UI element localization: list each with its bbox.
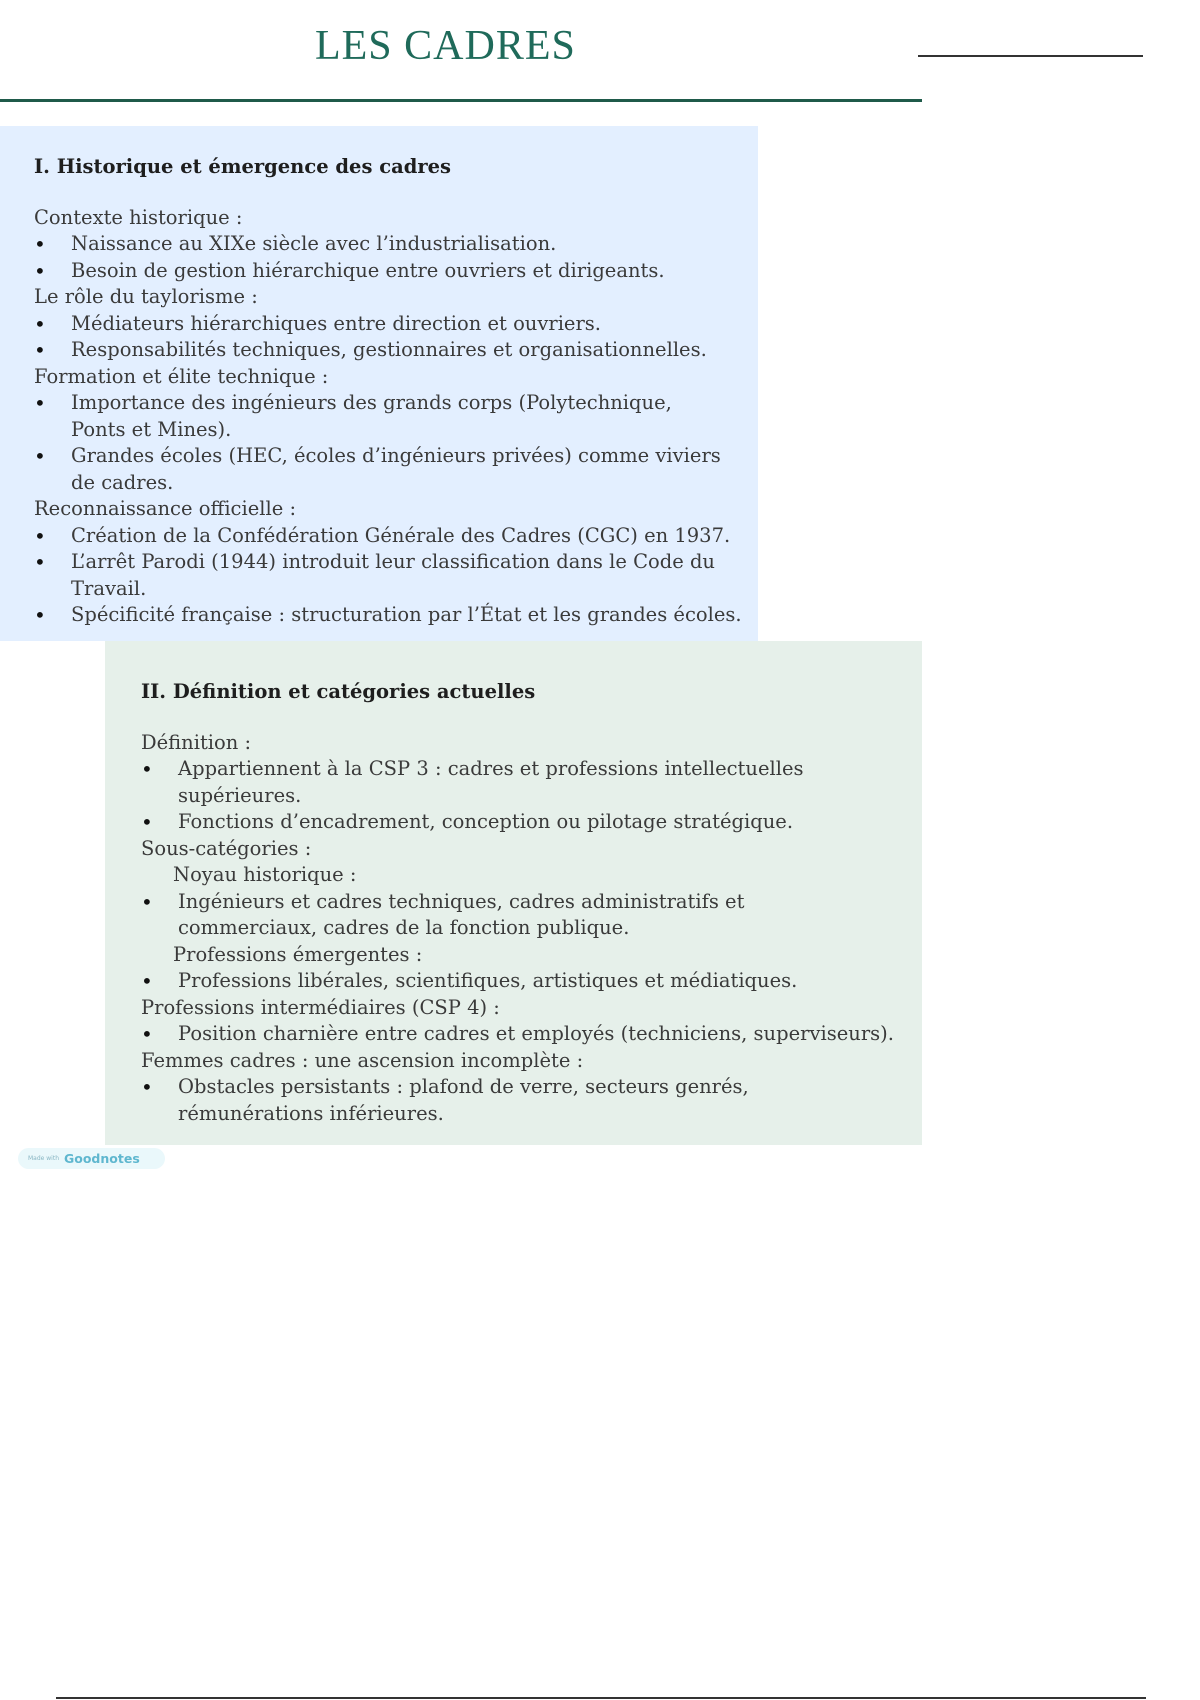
block-label: Contexte historique : (34, 205, 243, 229)
bullet-list (141, 889, 841, 942)
block-label: Définition : (141, 730, 252, 754)
list-item: • L’arrêt Parodi (1944) introduit leur classification dans le Code du Travail. (34, 549, 758, 602)
list-item: • Obstacles persistants : plafond de verre, secteurs genrés, rémunérations inférieures. (141, 1074, 841, 1127)
list-item: • Naissance au XIXe siècle avec l’industrialisation. (34, 231, 758, 258)
section-definition (105, 641, 922, 1145)
block-label: Le rôle du taylorisme : (34, 285, 258, 308)
section-historique (0, 126, 758, 641)
list-item: • Spécificité française : structuration par l’État et les grandes écoles. (34, 602, 758, 629)
list-item: • Appartiennent à la CSP 3 : cadres et professions intellectuelles supérieures. (141, 756, 922, 809)
block-label: Professions intermédiaires (CSP 4) : (141, 995, 500, 1019)
goodnotes-badge[interactable] (18, 1148, 165, 1169)
bullet-list (141, 1021, 922, 1048)
sub-label: Professions émergentes : (173, 942, 423, 966)
list-item: • Position charnière entre cadres et employés (techniciens, superviseurs). (141, 1021, 922, 1048)
bullet-list (34, 311, 758, 364)
bullet-list (34, 390, 724, 496)
list-item: • Importance des ingénieurs des grands corps (Polytechnique, Ponts et Mines). (34, 390, 724, 443)
bullet-list (34, 523, 758, 629)
bullet-list (141, 756, 922, 836)
bullet-list (141, 968, 922, 995)
page-title: LES CADRES (315, 23, 576, 69)
list-item: • Grandes écoles (HEC, écoles d’ingénieurs privées) comme viviers de cadres. (34, 443, 724, 496)
list-item: • Professions libérales, scientifiques, artistiques et médiatiques. (141, 968, 922, 995)
list-item: • Création de la Confédération Générale des Cadres (CGC) en 1937. (34, 523, 758, 550)
block-label: Femmes cadres : une ascension incomplète : (141, 1048, 584, 1072)
list-item: • Ingénieurs et cadres techniques, cadres administratifs et commerciaux, cadres de la fonction publique. (141, 889, 841, 942)
bullet-list (34, 231, 758, 284)
list-item: • Responsabilités techniques, gestionnaires et organisationnelles. (34, 337, 758, 364)
section-heading: I. Historique et émergence des cadres (34, 155, 452, 178)
section-heading: II. Définition et catégories actuelles (141, 680, 536, 703)
block-label: Reconnaissance officielle : (34, 497, 297, 520)
list-item: • Médiateurs hiérarchiques entre direction et ouvriers. (34, 311, 758, 338)
title-rule-right (918, 55, 1143, 57)
block-label: Formation et élite technique : (34, 364, 329, 388)
list-item: • Fonctions d’encadrement, conception ou pilotage stratégique. (141, 809, 922, 836)
sub-label: Noyau historique : (173, 863, 357, 886)
block-label: Sous-catégories : (141, 836, 312, 860)
badge-brand: Goodnotes (64, 1151, 140, 1166)
bullet-list (141, 1074, 841, 1127)
title-rule (0, 99, 922, 102)
list-item: • Besoin de gestion hiérarchique entre ouvriers et dirigeants. (34, 258, 758, 285)
bottom-rule (56, 1697, 1146, 1699)
badge-made-with: Made with (28, 1155, 59, 1162)
